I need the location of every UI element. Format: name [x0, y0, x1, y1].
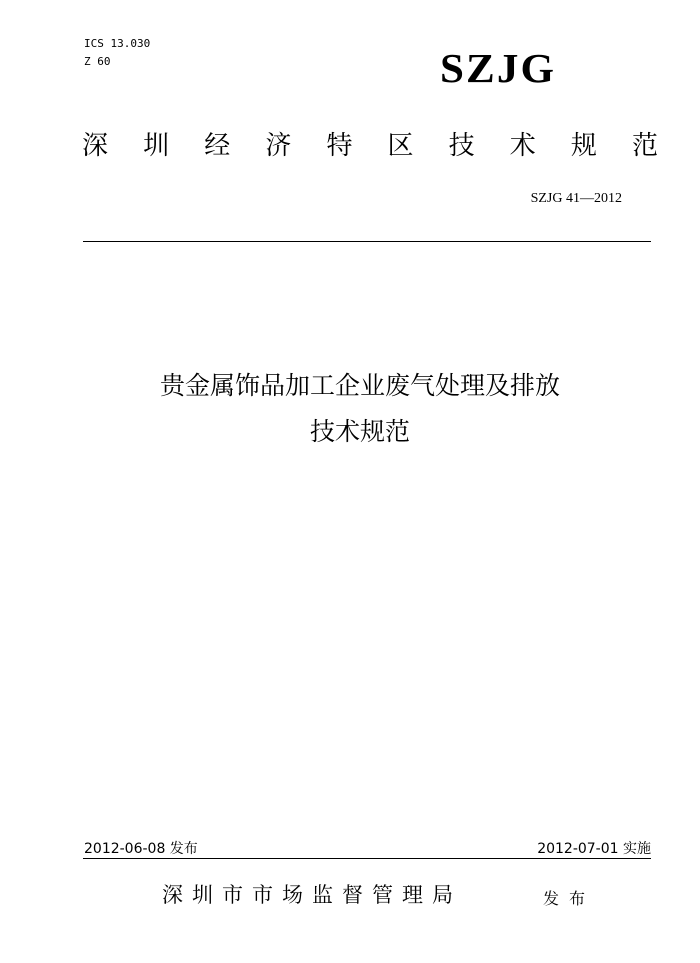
ics-code: ICS 13.030	[84, 37, 151, 50]
document-title-line-2: 技术规范	[309, 417, 410, 446]
implementation-date: 2012-07-01 实施	[537, 841, 651, 857]
szjg-logo: SZJG	[440, 45, 557, 91]
footer-divider	[83, 858, 651, 859]
series-title-char: 技	[448, 131, 475, 161]
classification-code: Z 60	[84, 55, 111, 68]
document-title-line-1: 贵金属饰品加工企业废气处理及排放	[159, 371, 560, 400]
series-title-char: 深	[82, 131, 109, 161]
series-title-char: 区	[387, 131, 414, 161]
series-title-char: 特	[326, 131, 353, 161]
series-title-char: 范	[631, 131, 658, 161]
issuing-authority: 深圳市市场监督管理局	[162, 883, 462, 907]
series-title	[82, 128, 658, 164]
issue-date: 2012-06-08 发布	[84, 841, 198, 857]
series-title-char: 圳	[143, 131, 170, 161]
series-title-char: 规	[570, 131, 597, 161]
series-title-char: 济	[265, 131, 292, 161]
publish-label: 发布	[543, 889, 596, 908]
header-divider	[83, 241, 651, 242]
series-title-char: 经	[204, 131, 231, 161]
series-title-char: 术	[509, 131, 536, 161]
standard-number: SZJG 41—2012	[530, 191, 622, 206]
